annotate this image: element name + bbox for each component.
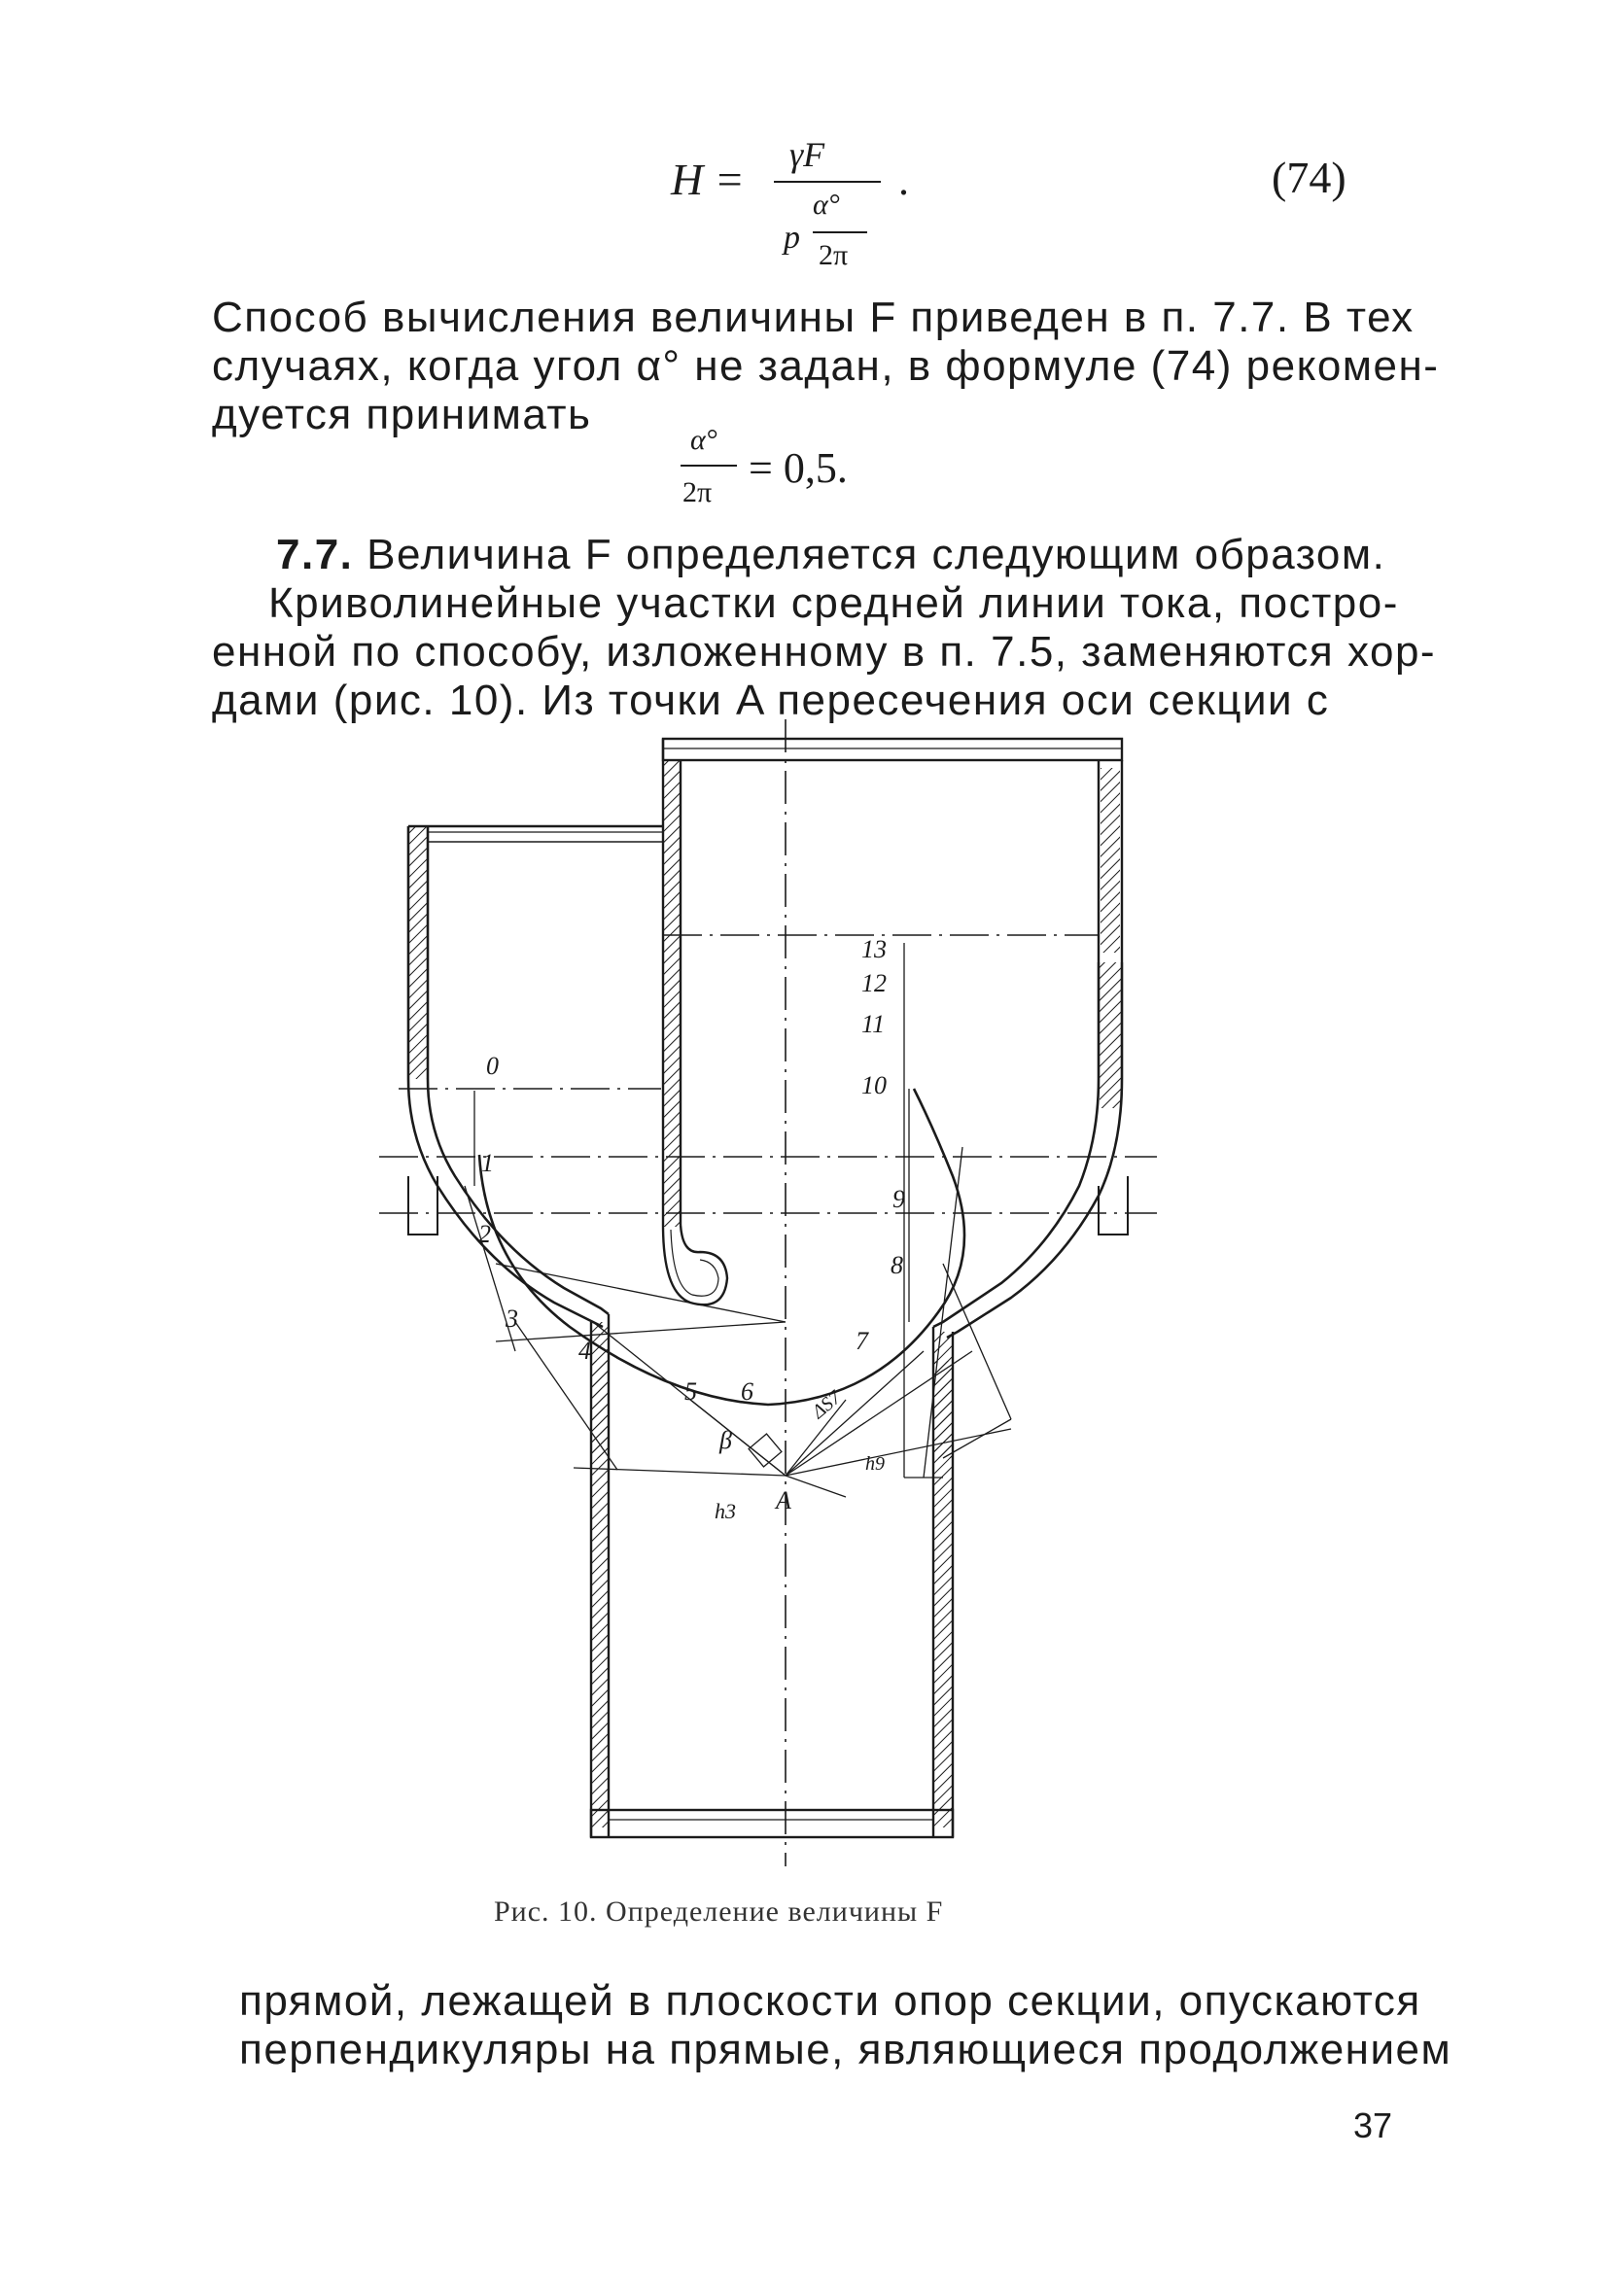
section-line-2: Криволинейные участки средней линии тока, постро- — [268, 579, 1399, 627]
label-0: 0 — [486, 1052, 499, 1080]
label-1: 1 — [481, 1149, 494, 1177]
formula-lhs: H = — [671, 155, 745, 204]
ratio-value: = 0,5. — [749, 444, 848, 492]
label-beta: β — [719, 1426, 732, 1454]
ratio-numerator: α° — [690, 424, 717, 456]
figure-caption: Рис. 10. Определение величины F — [494, 1896, 944, 1928]
denominator-p: p — [784, 220, 800, 256]
center-streamline — [479, 1089, 964, 1405]
page-number: 37 — [1353, 2105, 1393, 2145]
label-a: A — [776, 1486, 791, 1514]
inner-numerator: α° — [813, 189, 840, 221]
inner-denominator: 2π — [819, 239, 849, 271]
paragraph-2-line-2: перпендикуляры на прямые, являющиеся продолжением — [239, 2026, 1452, 2073]
paragraph-1-line-3: дуется принимать — [212, 391, 592, 438]
section-heading: 7.7. — [276, 531, 354, 578]
section-line-4: дами (рис. 10). Из точки A пересечения оси секции с — [212, 677, 1330, 724]
label-7: 7 — [856, 1327, 868, 1355]
fraction-bar — [774, 181, 881, 183]
outer-shell — [408, 826, 1122, 1338]
section-line-1: Величина F определяется следующим образом. — [367, 531, 1386, 578]
label-4: 4 — [578, 1337, 591, 1365]
inner-fraction-bar — [813, 231, 867, 233]
label-13: 13 — [861, 935, 887, 963]
label-9: 9 — [892, 1185, 905, 1213]
construction-lines — [465, 943, 1011, 1497]
section-line-3: енной по способу, изложенному в п. 7.5, заменяются хор- — [212, 628, 1437, 676]
figure-10-drawing — [379, 719, 1176, 1866]
label-11: 11 — [861, 1010, 886, 1038]
label-10: 10 — [861, 1071, 887, 1099]
paragraph-1-line-1: Способ вычисления величины F приведен в п. 7.7. В тех — [212, 294, 1415, 341]
label-6: 6 — [741, 1377, 753, 1406]
equation-number: (74) — [1272, 153, 1346, 202]
formula-trailing-dot: . — [898, 157, 909, 204]
outlet-pipe — [591, 1314, 953, 1837]
label-h3: h3 — [715, 1499, 736, 1523]
ratio-bar — [681, 465, 737, 467]
formula-numerator: γF — [789, 135, 825, 174]
support-legs — [408, 1176, 1128, 1235]
label-8: 8 — [891, 1251, 903, 1279]
paragraph-2-line-1: прямой, лежащей в плоскости опор секции, опускаются — [239, 1977, 1421, 2025]
inlet-pipe — [663, 739, 1122, 1227]
label-delta-s7: ΔS7 — [808, 1386, 846, 1423]
label-2: 2 — [478, 1220, 491, 1248]
ratio-denominator: 2π — [682, 476, 713, 508]
label-12: 12 — [861, 969, 887, 997]
paragraph-1-line-2: случаях, когда угол α° не задан, в формуле (74) рекомен- — [212, 342, 1440, 390]
label-5: 5 — [684, 1377, 697, 1406]
inlet-hook — [663, 1225, 727, 1305]
label-3: 3 — [506, 1305, 518, 1333]
label-h9: h9 — [865, 1453, 885, 1475]
